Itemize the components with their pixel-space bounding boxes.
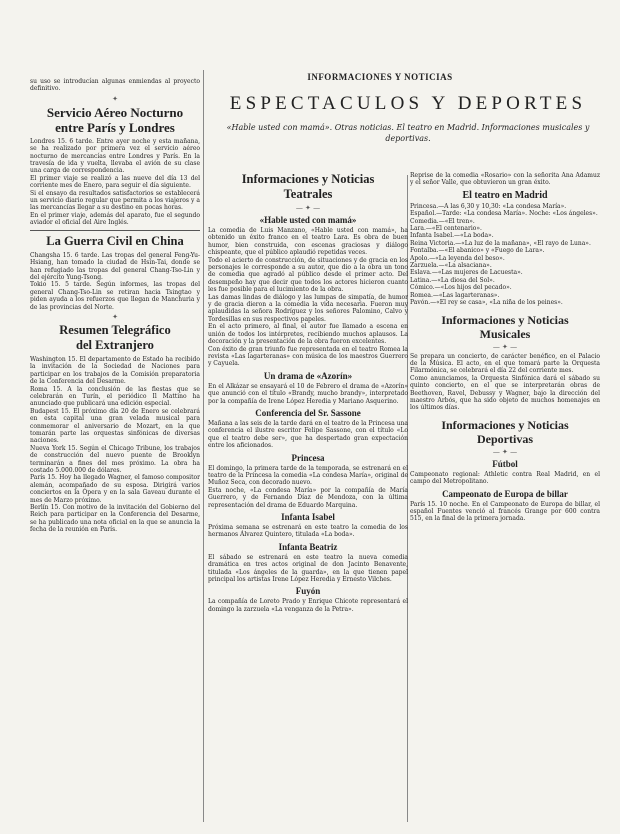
listing-item: Apolo.—«La leyenda del beso».	[410, 254, 505, 262]
resumen-p4: Nueva York 15. Según el Chicago Tribune, los trabajos de construcción del nuevo puente de Brooklyn terminarán a fines del mes próximo. La obra ha costado 5.000.000 de dólares.	[30, 444, 200, 475]
billar-p: París 15. 10 noche. En el Campeonato de Europa de billar, el español Fuentes venció al francés Grange por 600 contra 515, en la final de la primera jornada.	[410, 500, 600, 523]
hable-p3: Las damas lindas de diálogo y las lumpas de simpatía, de humor y de gracia dieron a la comedia la vida necesaria. Fueron muy aplaudidas la señora Rodríguez y los señores Palomino, Calvo y Tordesillas en sus respectivos papeles.	[208, 293, 408, 323]
page-header: INFORMACIONES Y NOTICIAS	[307, 72, 453, 82]
hable-p2: Todo el acierto de construcción, de situaciones y de gracia en los personajes le corresponde a su autor, que dio a la obra un tono de comedia que agradó al público desde el primer acto. Del desempeño hay que decir que todos los actores hicieron cuanto les fue posible para el lucimiento de la obra.	[208, 256, 408, 294]
separator: — ✦ —	[492, 342, 518, 351]
listing-item: Comedia.—«El tren».	[410, 217, 475, 225]
separator: ✦	[112, 312, 118, 321]
column-1	[30, 78, 200, 534]
billar-title: Campeonato de Europa de billar	[442, 488, 568, 499]
resumen-p1: Washington 15. El departamento de Estado ha recibido la invitación de la Sociedad de Naciones para participar en los trabajos de la Comisión preparatoria de la Conferencia del Desarme.	[30, 355, 200, 386]
listing-item: Latina.—«La diosa del Sol».	[410, 276, 495, 284]
deportivas-title-2: Deportivas	[477, 431, 533, 446]
listing-item: Romea.—«Las lagarteranas».	[410, 291, 500, 299]
musicales-p1: Se prepara un concierto, de carácter benéfico, en el Palacio de la Música. El acto, en el que tomará parte la Orquesta Filarmónica, se celebrará el día 22 del corriente mes.	[410, 352, 600, 375]
listing-item: Lara.—«El centenario».	[410, 225, 482, 233]
sassone-title: Conferencia del Sr. Sassone	[255, 407, 361, 418]
resumen-p2: Roma 15. A la conclusión de las fiestas que se celebrarán en Turín, el periódico Il Mattino ha anunciado que publicará una edición especial.	[30, 385, 200, 408]
beatriz-p1: El sábado se estrenará en este teatro la nueva comedia dramática en tres actos original de don Jacinto Benavente, titulada «Los ángeles de la guarda», en la que tienen papel principal los artistas Irene López Heredia y Ernesto Vilches.	[208, 553, 408, 584]
listing-item: Reina Victoria.—«La luz de la mañana», «El rayo de Luna».	[410, 239, 591, 247]
deportivas-title-1: Informaciones y Noticias	[441, 417, 569, 432]
beatriz-title: Infanta Beatriz	[278, 541, 338, 552]
azorin-p1: En el Alkázar se ensayará el 10 de Febrero el drama de «Azorín» que anunció con el título «Brandy, mucho brandy», interpretado por la compañía de Irene López Heredia y Mariano Asquerino.	[208, 382, 408, 405]
china-title: La Guerra Civil en China	[46, 233, 184, 248]
banner	[212, 92, 604, 144]
isabel-title: Infanta Isabel	[281, 512, 335, 522]
column-2	[208, 172, 408, 613]
listing-item: Fontalba.—«El abanico» y «Fuego de Lara».	[410, 247, 545, 255]
listing-item: Eslava.—«Las mujeres de Lacuesta».	[410, 269, 523, 277]
listing-item: Infanta Isabel.—«La boda».	[410, 232, 494, 240]
separator: ✦	[112, 94, 118, 103]
listing-item: Zarzuela.—«La alsaciana».	[410, 262, 492, 270]
resumen-p3: Budapest 15. El próximo día 20 de Enero se celebrará en esta capital una gran velada musical para conmemorar el aniversario de Mozart, en la que tomarán parte las orquestas sinfónicas de diversas naciones.	[30, 407, 200, 445]
resumen-p6: Berlín 15. Con motivo de la invitación del Gobierno del Reich para participar en la Conferencia del Desarme, se ha publicado una nota oficial en la que se anuncia la fecha de la reunión en París.	[30, 504, 200, 534]
aereo-title-1: Servicio Aéreo Nocturno	[46, 104, 184, 120]
intro-text: su uso se introducían algunas enmiendas al proyecto definitivo.	[30, 78, 200, 93]
listing-item: Español.—Tarde: «La condesa María». Noche: «Los ángeles».	[410, 210, 598, 218]
futbol-p: Campeonato regional: Athletic contra Real Madrid, en el campo del Metropolitano.	[410, 470, 600, 486]
teatrales-title-1: Informaciones y Noticias	[241, 172, 375, 186]
aereo-p3: Si el ensayo da resultados satisfactorios se establecerá un servicio diario regular que permita a los viajeros y a las mercancías llegar a su destino en pocas horas.	[30, 189, 200, 212]
separator: — ✦ —	[295, 204, 321, 212]
hable-title: «Hable usted con mamá»	[259, 215, 357, 225]
china-p2: Tokio 15. 5 tarde. Según informes, las tropas del general Chang-Tso-Lin se retiran hacia Tsingtao y piden ayuda a los refuerzos que llegan de Manchuria y de las provincias del Norte.	[30, 281, 200, 311]
sassone-p1: Mañana a las seis de la tarde dará en el teatro de la Princesa una conferencia el ilustre escritor Felipe Sassone, con el título «Lo que el teatro debe ser», que ha despertado gran expectación entre los aficionados.	[208, 419, 408, 450]
musicales-title-2: Musicales	[479, 326, 531, 341]
listing-item: Cómico.—«Los hijos del pecado».	[410, 284, 512, 292]
madrid-title: El teatro en Madrid	[462, 189, 548, 201]
fuyon-p1: La compañía de Loreto Prado y Enrique Chicote representará el domingo la zarzuela «La venganza de la Petra».	[208, 598, 408, 613]
aereo-p2: El primer viaje se realizó a las nueve del día 13 del corriente mes de Enero, para seguir el día siguiente.	[30, 174, 200, 190]
col3-top-text: Reprise de la comedia «Rosario» con la señorita Ana Adamuz y el señor Valle, que obtuvieron un gran éxito.	[410, 172, 600, 187]
resumen-title-2: del Extranjero	[76, 337, 154, 352]
futbol-title: Fútbol	[492, 458, 518, 469]
princesa-title: Princesa	[291, 452, 325, 463]
princesa-p1: El domingo, la primera tarde de la temporada, se estrenará en el teatro de la Princesa la comedia «La condesa María», original de Muñoz Seca, con decorado nuevo.	[208, 464, 408, 487]
princesa-p2: Esta noche, «La condesa María» por la compañía de María Guerrero, y de Fernando Díaz de Mendoza, con la última representación del drama de Eduardo Marquina.	[208, 486, 408, 509]
column-rule-left	[203, 70, 204, 822]
listing-item: Pavón.—«El rey se casa», «La niña de los peines».	[410, 299, 563, 307]
musicales-p2: Como anunciamos, la Orquesta Sinfónica dará el sábado su quinto concierto, en el que se interpretarán obras de Beethoven, Ravel, Debussy y Wagner, bajo la dirección del maestro Arbós, que ha sido objeto de muchos homenajes en los últimos días.	[410, 374, 600, 412]
teatrales-title-2: Teatrales	[283, 187, 333, 201]
banner-subtitle: «Hable usted con mamá». Otras noticias. El teatro en Madrid. Informaciones musicales y deportivas.	[226, 123, 590, 143]
separator: — ✦ —	[492, 447, 518, 456]
listing-item: Princesa.—A las 6,30 y 10,30: «La condesa María».	[410, 202, 567, 210]
hable-p4: En el acto primero, al final, el autor fue llamado a escena en unión de todos los intérpretes, recibiendo muchos aplausos. La decoración y la presentación de la obra fueron excelentes.	[208, 323, 408, 346]
fuyon-title: Fuyón	[295, 586, 321, 597]
aereo-title-2: entre París y Londres	[55, 119, 175, 135]
banner-title: ESPECTACULOS Y DEPORTES	[229, 93, 587, 114]
musicales-title-1: Informaciones y Noticias	[441, 312, 569, 327]
column-3	[410, 172, 600, 523]
hable-p5: Con éxito de gran triunfo fue representada en el teatro Romea la revista «Las lagarteranas» con música de los maestros Guerrero y Cayuela.	[208, 345, 408, 368]
resumen-p5: París 15. Hoy ha llegado Wagner, el famoso compositor alemán, acompañado de su esposa. Dirigirá varios conciertos en la Ópera y en la sala Gaveau durante el mes de Marzo próximo.	[30, 474, 200, 504]
china-p1: Changsha 15. 6 tarde. Las tropas del general Feng-Yu-Hsiang, han tomado la ciudad de Hsin-Tai, donde se han refugiado las tropas del general Chang-Tso-Lin y del ejército Yung-Tsong.	[30, 251, 200, 281]
aereo-p4: En el primer viaje, además del aparato, fue el segundo aviador el oficial del Aire Inglés.	[30, 211, 200, 227]
divider	[30, 230, 200, 231]
azorin-title: Un drama de «Azorín»	[263, 370, 353, 381]
aereo-p1: Londres 15. 6 tarde. Entre ayer noche y esta mañana, se ha realizado por primera vez el servicio aéreo nocturno de mercancías entre Londres y París. En la travesía de ida y vuelta, llevaba el avión de su clase una carga de correspondencia.	[30, 137, 200, 175]
isabel-p1: Próxima semana se estrenará en este teatro la comedia de los hermanos Álvarez Quintero, titulada «La boda».	[208, 524, 408, 539]
resumen-title-1: Resumen Telegráfico	[59, 322, 171, 337]
hable-p1: La comedia de Luis Manzano, «Hable usted con mamá», ha obtenido un éxito franco en el teatro Lara. Es obra de buen humor, bien construida, con escenas graciosas y diálogo chispeante, que el público aplaudió repetidas veces.	[208, 227, 408, 257]
listings	[410, 203, 600, 307]
